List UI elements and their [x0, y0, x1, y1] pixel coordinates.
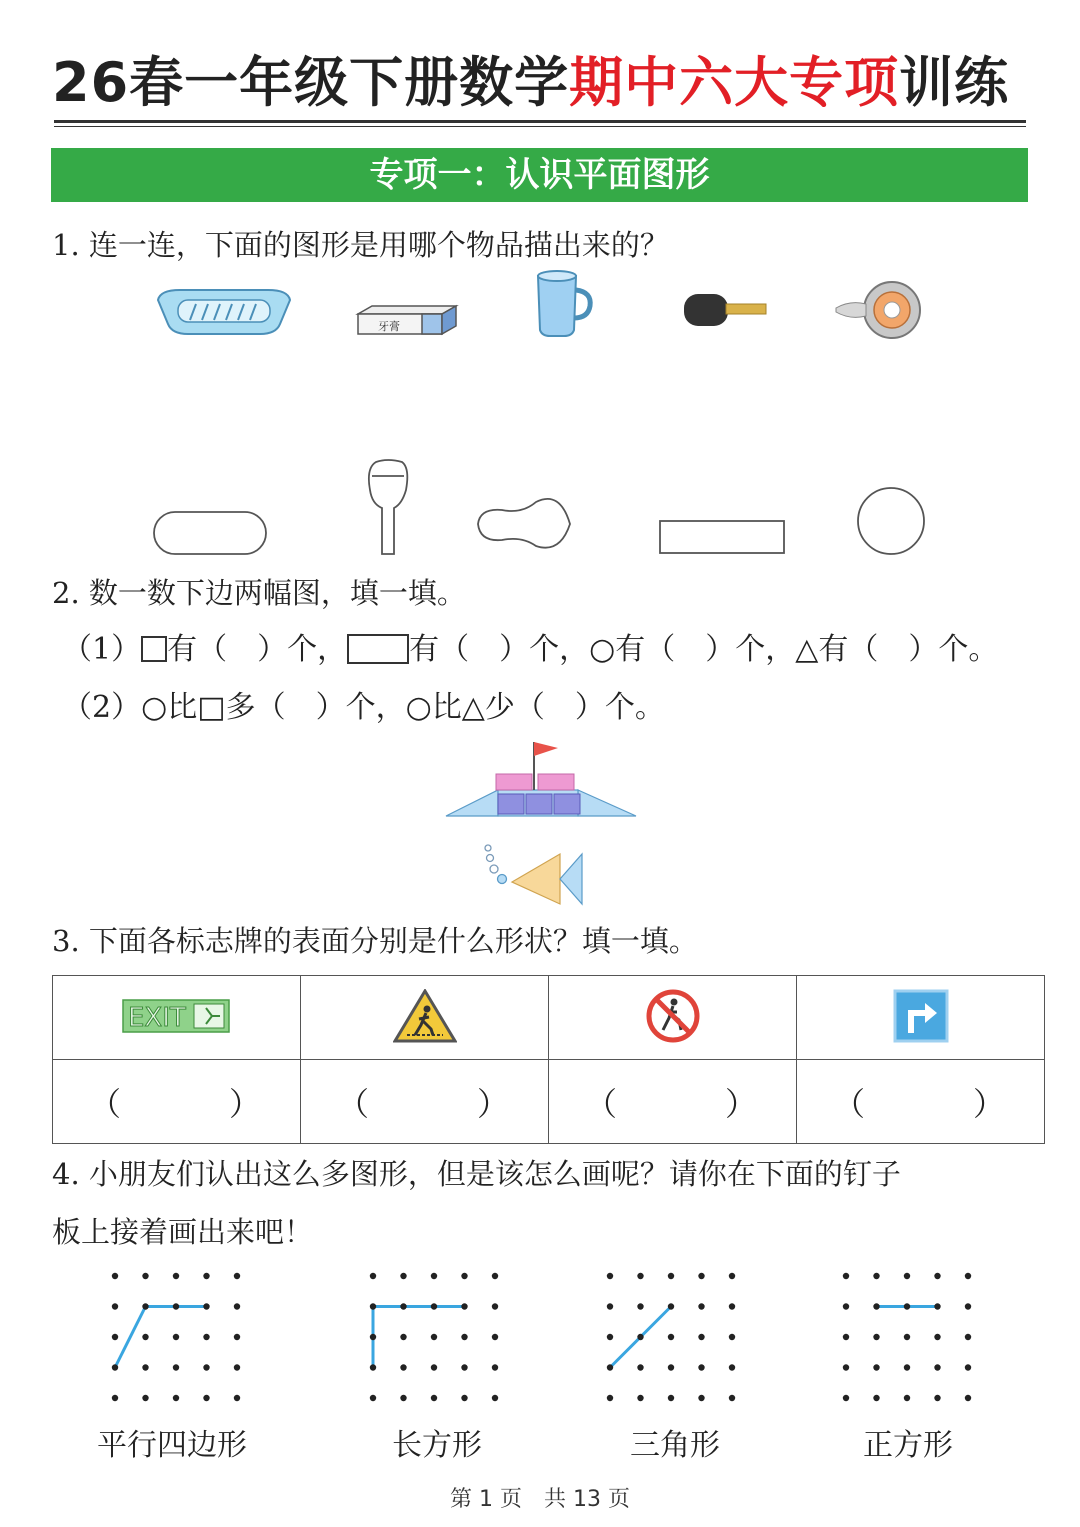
peg-dot — [400, 1273, 406, 1279]
title-rule-thick — [54, 120, 1026, 123]
peg-dot — [142, 1395, 148, 1401]
peg-dot — [729, 1303, 735, 1309]
peg-dot — [729, 1273, 735, 1279]
peg-dot — [698, 1334, 704, 1340]
peg-dot — [492, 1364, 498, 1370]
peg-dot — [173, 1364, 179, 1370]
sign-answer-blank[interactable]: （ ） — [301, 1060, 549, 1144]
peg-dot — [203, 1273, 209, 1279]
peg-dot — [637, 1334, 643, 1340]
peg-dot — [234, 1273, 240, 1279]
sign-answer-blank[interactable]: （ ） — [549, 1060, 797, 1144]
peg-dot — [729, 1334, 735, 1340]
peg-dot — [400, 1334, 406, 1340]
peg-dot — [843, 1395, 849, 1401]
q2-figures — [440, 738, 650, 918]
peg-dot — [843, 1303, 849, 1309]
peg-dot — [873, 1273, 879, 1279]
peg-dot — [431, 1395, 437, 1401]
drawn-edge — [115, 1307, 146, 1368]
title-rule-thin — [54, 126, 1026, 127]
peg-dot — [142, 1334, 148, 1340]
fish-figure — [485, 845, 582, 904]
title-black: 26春一年级下册数学 — [52, 51, 570, 114]
peg-dot — [698, 1303, 704, 1309]
peg-dot — [934, 1395, 940, 1401]
peg-dot — [173, 1395, 179, 1401]
peg-dot — [203, 1334, 209, 1340]
q2-line2: （2）○比□多（ ）个，○比△少（ ）个。 — [62, 690, 665, 725]
peg-dot — [729, 1395, 735, 1401]
peg-dot — [934, 1273, 940, 1279]
exit-sign-icon — [122, 996, 232, 1036]
title-end: 训练 — [899, 51, 1010, 114]
peg-dot — [492, 1273, 498, 1279]
sign-answer-blank[interactable]: （ ） — [53, 1060, 301, 1144]
soap-dish-icon — [158, 290, 290, 334]
peg-dot — [607, 1395, 613, 1401]
peg-dot — [965, 1395, 971, 1401]
no-pedestrian-icon — [645, 988, 701, 1044]
peg-dot — [934, 1303, 940, 1309]
peg-dot — [370, 1334, 376, 1340]
peg-dot — [173, 1273, 179, 1279]
turn-right-cell — [797, 976, 1045, 1060]
pegboard — [370, 1273, 498, 1401]
peg-dot — [112, 1395, 118, 1401]
peg-dot — [234, 1364, 240, 1370]
peg-dot — [431, 1273, 437, 1279]
peg-dot — [234, 1303, 240, 1309]
peg-dot — [637, 1364, 643, 1370]
peg-dot — [637, 1395, 643, 1401]
peg-dot — [904, 1364, 910, 1370]
peg-dot — [112, 1334, 118, 1340]
peg-dot — [461, 1334, 467, 1340]
q4-text-line1: 4. 小朋友们认出这么多图形，但是该怎么画呢？请你在下面的钉子 — [52, 1157, 901, 1191]
peg-dot — [112, 1364, 118, 1370]
q1-text: 1. 连一连，下面的图形是用哪个物品描出来的？ — [52, 228, 669, 262]
peg-dot — [843, 1334, 849, 1340]
sign-answer-blank[interactable]: （ ） — [797, 1060, 1045, 1144]
peg-dot — [370, 1364, 376, 1370]
pegboards — [0, 1260, 1080, 1410]
section-banner: 专项一：认识平面图形 — [51, 148, 1028, 202]
peg-dot — [142, 1303, 148, 1309]
peg-dot — [668, 1334, 674, 1340]
car-key-icon — [684, 294, 766, 326]
rectangle-outline — [660, 521, 784, 553]
pedestrian-warning-icon — [393, 989, 457, 1043]
peg-dot — [492, 1334, 498, 1340]
warning-sign-cell — [301, 976, 549, 1060]
peg-dot — [843, 1273, 849, 1279]
peg-dot — [400, 1303, 406, 1309]
signs-table — [52, 975, 1045, 1144]
peg-dot — [173, 1334, 179, 1340]
peg-dot — [904, 1334, 910, 1340]
page-title — [52, 48, 1032, 118]
peg-dot — [934, 1334, 940, 1340]
q1-figures — [140, 262, 940, 562]
peg-dot — [965, 1273, 971, 1279]
pegboard-label-square: 正方形 — [863, 1428, 953, 1463]
mug-icon — [538, 271, 590, 336]
peg-dot — [203, 1364, 209, 1370]
peg-dot — [461, 1273, 467, 1279]
q2-line1: （1） 有（ ）个， 有（ ）个，○有（ ）个，△有（ ）个。 — [62, 632, 999, 667]
key-outline — [369, 460, 407, 554]
pegboard-label-parallelogram: 平行四边形 — [97, 1428, 247, 1463]
exit-sign-cell — [53, 976, 301, 1060]
peg-dot — [607, 1273, 613, 1279]
rounded-rect-outline — [154, 512, 266, 554]
page-footer: 第 1 页 共 13 页 — [450, 1487, 630, 1512]
tape-roll-icon — [836, 282, 920, 338]
peg-dot — [370, 1303, 376, 1309]
toothpaste-box-icon — [358, 306, 456, 334]
title-red: 期中六大专项 — [569, 51, 900, 114]
peg-dot — [203, 1303, 209, 1309]
ship-figure — [446, 742, 636, 816]
peg-dot — [873, 1395, 879, 1401]
pegboard-label-triangle: 三角形 — [630, 1428, 720, 1463]
peg-dot — [431, 1303, 437, 1309]
peg-dot — [965, 1303, 971, 1309]
svg-text:牙膏: 牙膏 — [378, 320, 400, 333]
peg-dot — [461, 1364, 467, 1370]
peg-dot — [431, 1334, 437, 1340]
peg-dot — [698, 1273, 704, 1279]
peg-dot — [668, 1273, 674, 1279]
peg-dot — [492, 1303, 498, 1309]
q4-text-line2: 板上接着画出来吧！ — [52, 1215, 314, 1249]
peg-dot — [637, 1273, 643, 1279]
peg-dot — [173, 1303, 179, 1309]
pegboard-label-rectangle: 长方形 — [392, 1428, 482, 1463]
peg-dot — [873, 1303, 879, 1309]
peg-dot — [904, 1273, 910, 1279]
peg-dot — [461, 1395, 467, 1401]
peg-dot — [873, 1334, 879, 1340]
peg-dot — [668, 1303, 674, 1309]
square-symbol — [141, 636, 167, 662]
peg-dot — [607, 1334, 613, 1340]
peg-dot — [400, 1364, 406, 1370]
q2-text: 2. 数一数下边两幅图，填一填。 — [52, 576, 466, 610]
peg-dot — [637, 1303, 643, 1309]
peg-dot — [112, 1273, 118, 1279]
peg-dot — [234, 1334, 240, 1340]
peg-dot — [112, 1303, 118, 1309]
peg-dot — [873, 1364, 879, 1370]
peg-dot — [668, 1395, 674, 1401]
peg-dot — [203, 1395, 209, 1401]
peg-dot — [607, 1303, 613, 1309]
peg-dot — [729, 1364, 735, 1370]
peg-dot — [370, 1395, 376, 1401]
peg-dot — [142, 1273, 148, 1279]
peg-dot — [607, 1364, 613, 1370]
pegboard — [112, 1273, 240, 1401]
svg-text:EXIT: EXIT — [127, 1002, 186, 1033]
q3-text: 3. 下面各标志牌的表面分别是什么形状？填一填。 — [52, 924, 698, 958]
peg-dot — [904, 1395, 910, 1401]
peg-dot — [904, 1303, 910, 1309]
peg-dot — [965, 1364, 971, 1370]
peg-dot — [492, 1395, 498, 1401]
peg-dot — [698, 1395, 704, 1401]
peg-dot — [461, 1303, 467, 1309]
peg-dot — [370, 1273, 376, 1279]
pear-outline — [478, 499, 570, 548]
peg-dot — [400, 1395, 406, 1401]
peg-dot — [698, 1364, 704, 1370]
peg-dot — [668, 1364, 674, 1370]
peg-dot — [843, 1364, 849, 1370]
pegboard — [843, 1273, 971, 1401]
peg-dot — [934, 1364, 940, 1370]
circle-outline — [858, 488, 924, 554]
rectangle-symbol — [347, 634, 409, 664]
pegboard — [607, 1273, 735, 1401]
peg-dot — [234, 1395, 240, 1401]
peg-dot — [142, 1364, 148, 1370]
no-pedestrian-cell — [549, 976, 797, 1060]
peg-dot — [965, 1334, 971, 1340]
peg-dot — [431, 1364, 437, 1370]
turn-right-sign-icon — [893, 989, 949, 1043]
